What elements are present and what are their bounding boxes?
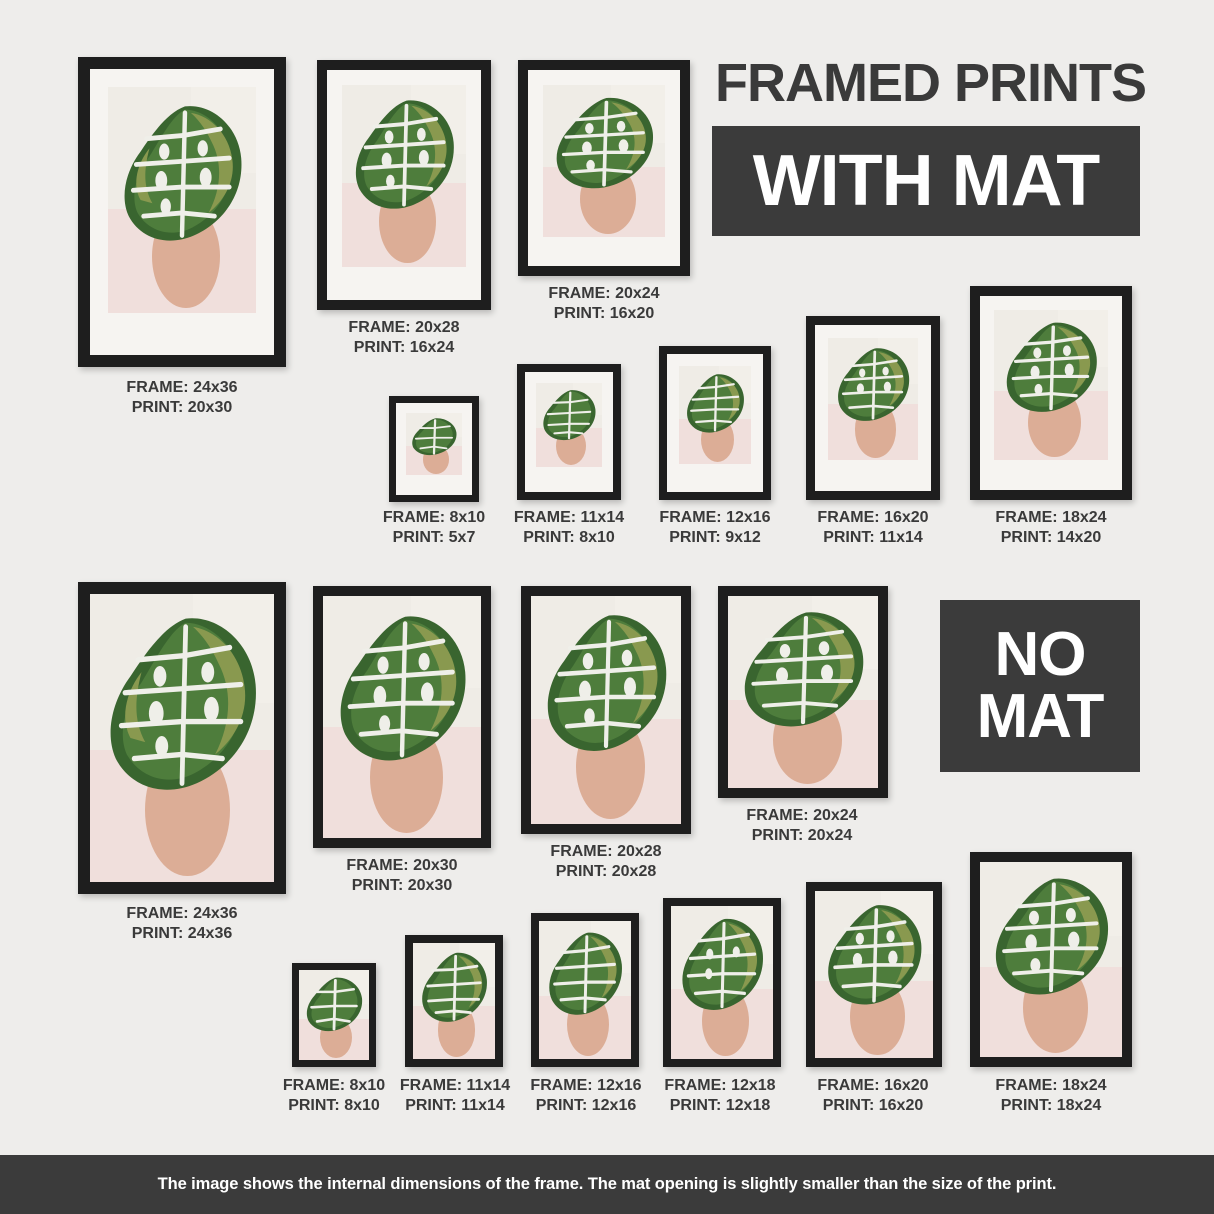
monstera-leaf-icon xyxy=(728,596,878,788)
monstera-leaf-icon xyxy=(543,85,665,237)
monstera-leaf-icon xyxy=(980,862,1122,1057)
frame-caption xyxy=(650,508,780,547)
artwork xyxy=(531,596,681,824)
footer-note: The image shows the internal dimensions of the frame. The mat opening is slightly smaller than the size of the print. xyxy=(0,1155,1214,1214)
caption-frame-size: FRAME: 24x36 xyxy=(126,905,238,922)
caption-frame-size: FRAME: 20x30 xyxy=(346,857,458,874)
caption-print-size: PRINT: 9x12 xyxy=(669,528,761,546)
monstera-leaf-icon xyxy=(299,970,369,1060)
caption-frame-size: FRAME: 16x20 xyxy=(817,1077,929,1094)
caption-print-size: PRINT: 16x20 xyxy=(822,1096,924,1114)
caption-frame-size: FRAME: 12x16 xyxy=(530,1077,642,1094)
heading-no-mat xyxy=(940,600,1140,772)
frame-mat xyxy=(667,354,763,492)
artwork xyxy=(323,596,481,838)
frame-caption xyxy=(712,806,892,845)
monstera-leaf-icon xyxy=(815,891,933,1058)
monstera-leaf-icon xyxy=(531,596,681,824)
monstera-leaf-icon xyxy=(342,85,466,267)
frame-caption xyxy=(274,1076,394,1115)
caption-print-size: PRINT: 16x24 xyxy=(353,338,455,356)
caption-frame-size: FRAME: 11x14 xyxy=(399,1077,511,1094)
monstera-leaf-icon xyxy=(671,906,773,1059)
caption-frame-size: FRAME: 8x10 xyxy=(282,1077,386,1094)
caption-print-size: PRINT: 8x10 xyxy=(523,528,615,546)
caption-print-size: PRINT: 24x36 xyxy=(131,924,233,942)
frame-caption xyxy=(978,508,1124,547)
caption-print-size: PRINT: 16x20 xyxy=(553,304,655,322)
caption-frame-size: FRAME: 16x20 xyxy=(817,509,929,526)
frame-caption xyxy=(514,284,694,323)
frame-mat xyxy=(980,296,1122,490)
caption-frame-size: FRAME: 20x28 xyxy=(348,319,460,336)
caption-print-size: PRINT: 20x30 xyxy=(131,398,233,416)
frame-caption xyxy=(800,1076,946,1115)
frame-caption xyxy=(522,1076,650,1115)
caption-frame-size: FRAME: 18x24 xyxy=(995,509,1107,526)
caption-print-size: PRINT: 5x7 xyxy=(392,528,476,546)
monstera-leaf-icon xyxy=(536,383,602,467)
artwork xyxy=(108,87,256,313)
frame-mat xyxy=(90,69,274,355)
artwork xyxy=(543,85,665,237)
frame-mat xyxy=(528,70,680,266)
frame-caption xyxy=(516,842,696,881)
caption-print-size: PRINT: 20x28 xyxy=(555,862,657,880)
frame-mat xyxy=(396,403,472,495)
caption-frame-size: FRAME: 12x18 xyxy=(664,1077,776,1094)
heading-no-mat-line2: MAT xyxy=(976,682,1104,751)
monstera-leaf-icon xyxy=(323,596,481,838)
monstera-leaf-icon xyxy=(828,338,918,460)
frame-caption xyxy=(78,378,286,417)
caption-frame-size: FRAME: 18x24 xyxy=(995,1077,1107,1094)
caption-print-size: PRINT: 11x14 xyxy=(823,528,923,546)
artwork xyxy=(671,906,773,1059)
heading-framed-prints: FRAMED PRINTS xyxy=(715,53,1146,113)
caption-print-size: PRINT: 20x24 xyxy=(751,826,853,844)
frame-caption xyxy=(378,508,490,547)
monstera-leaf-icon xyxy=(413,943,495,1059)
caption-frame-size: FRAME: 20x24 xyxy=(548,285,660,302)
monstera-leaf-icon xyxy=(406,413,462,475)
heading-with-mat: WITH MAT xyxy=(712,126,1140,236)
monstera-leaf-icon xyxy=(679,366,751,464)
artwork xyxy=(299,970,369,1060)
frame-mat xyxy=(815,325,931,491)
artwork xyxy=(539,921,631,1059)
monstera-leaf-icon xyxy=(539,921,631,1059)
artwork xyxy=(413,943,495,1059)
caption-frame-size: FRAME: 12x16 xyxy=(659,509,771,526)
frame-caption xyxy=(78,904,286,943)
frame-caption xyxy=(656,1076,784,1115)
monstera-leaf-icon xyxy=(994,310,1108,460)
frame-caption xyxy=(312,856,492,895)
artwork xyxy=(980,862,1122,1057)
artwork xyxy=(406,413,462,475)
frame-caption xyxy=(508,508,630,547)
caption-print-size: PRINT: 12x18 xyxy=(669,1096,771,1114)
caption-print-size: PRINT: 20x30 xyxy=(351,876,453,894)
artwork xyxy=(536,383,602,467)
caption-frame-size: FRAME: 20x24 xyxy=(746,807,858,824)
caption-print-size: PRINT: 12x16 xyxy=(535,1096,637,1114)
artwork xyxy=(679,366,751,464)
caption-frame-size: FRAME: 24x36 xyxy=(126,379,238,396)
artwork xyxy=(342,85,466,267)
monstera-leaf-icon xyxy=(108,87,256,313)
frame-mat xyxy=(327,70,481,300)
frame-caption xyxy=(800,508,946,547)
artwork xyxy=(728,596,878,788)
caption-print-size: PRINT: 18x24 xyxy=(1000,1096,1102,1114)
caption-print-size: PRINT: 14x20 xyxy=(1000,528,1102,546)
artwork xyxy=(828,338,918,460)
frame-mat xyxy=(525,372,613,492)
caption-frame-size: FRAME: 20x28 xyxy=(550,843,662,860)
caption-frame-size: FRAME: 8x10 xyxy=(382,509,486,526)
caption-print-size: PRINT: 8x10 xyxy=(288,1096,380,1114)
artwork xyxy=(994,310,1108,460)
frame-caption xyxy=(314,318,494,357)
caption-print-size: PRINT: 11x14 xyxy=(405,1096,505,1114)
monstera-leaf-icon xyxy=(90,594,274,882)
caption-frame-size: FRAME: 11x14 xyxy=(513,509,625,526)
frame-caption xyxy=(978,1076,1124,1115)
artwork xyxy=(90,594,274,882)
artwork xyxy=(815,891,933,1058)
frame-caption xyxy=(394,1076,516,1115)
heading-no-mat-line1: NO xyxy=(994,620,1086,689)
